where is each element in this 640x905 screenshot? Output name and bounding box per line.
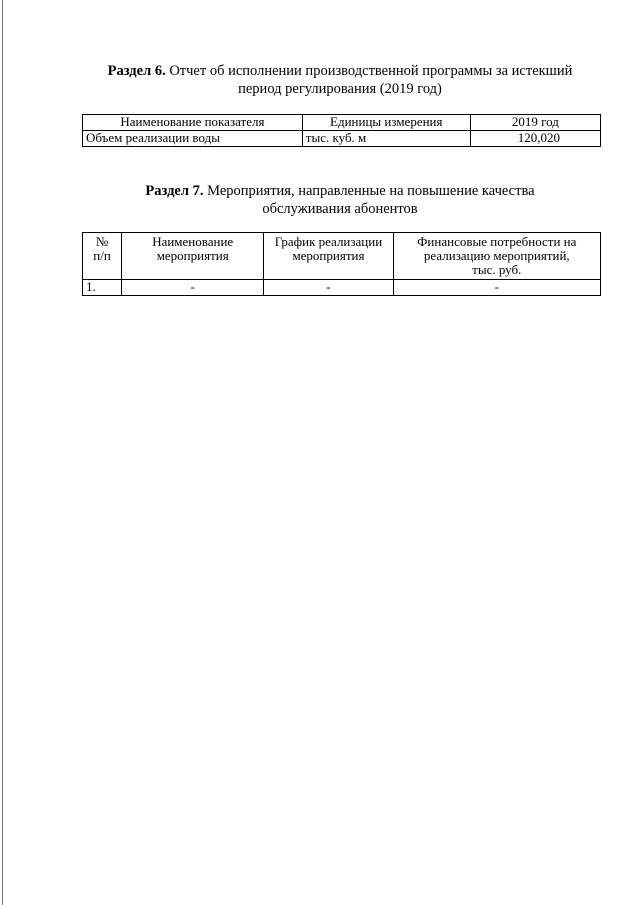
cell-schedule: - xyxy=(264,280,393,296)
cell-measure-name: - xyxy=(122,280,264,296)
section-6-title-line1 xyxy=(70,62,610,80)
table-header-row xyxy=(83,115,601,131)
section-7-title xyxy=(70,182,610,218)
header-measure-name xyxy=(122,233,264,280)
section-7-title-text: Мероприятия, направленные на повышение качества xyxy=(203,183,535,199)
header-indicator-name: Наименование показателя xyxy=(83,115,303,131)
table-row xyxy=(83,131,601,147)
section-6-label: Раздел 6. xyxy=(107,63,166,79)
header-schedule xyxy=(264,233,393,280)
header-units: Единицы измерения xyxy=(302,115,470,131)
section-7-title-line2: обслуживания абонентов xyxy=(262,201,418,217)
production-report-table xyxy=(82,114,601,147)
scan-edge-line xyxy=(2,0,3,905)
header-schedule-line1: График реализации xyxy=(274,234,383,249)
cell-units: тыс. куб. м xyxy=(302,131,470,147)
table-row xyxy=(83,280,601,296)
header-financial-line3: тыс. руб. xyxy=(472,262,522,277)
header-financial-line2: реализацию мероприятий, xyxy=(423,248,570,263)
header-number xyxy=(83,233,122,280)
header-schedule-line2: мероприятия xyxy=(292,248,365,263)
cell-indicator: Объем реализации воды xyxy=(83,131,303,147)
header-measure-name-line2: мероприятия xyxy=(156,248,229,263)
section-6-title xyxy=(70,62,610,98)
section-6-title-line2: период регулирования (2019 год) xyxy=(238,81,442,97)
header-financial-line1: Финансовые потребности на xyxy=(417,234,577,249)
header-number-line2: п/п xyxy=(93,248,111,263)
section-7-label: Раздел 7. xyxy=(145,183,204,199)
section-7-title-line1 xyxy=(70,182,610,200)
cell-number: 1. xyxy=(83,280,122,296)
cell-value: 120,020 xyxy=(470,131,600,147)
header-number-line1: № xyxy=(95,234,109,249)
cell-financial-needs: - xyxy=(393,280,600,296)
measures-table xyxy=(82,232,601,296)
section-6-title-text: Отчет об исполнении производственной программы за истекший xyxy=(165,63,573,79)
header-financial-needs xyxy=(393,233,600,280)
header-measure-name-line1: Наименование xyxy=(152,234,234,249)
table-header-row xyxy=(83,233,601,280)
header-year: 2019 год xyxy=(470,115,600,131)
